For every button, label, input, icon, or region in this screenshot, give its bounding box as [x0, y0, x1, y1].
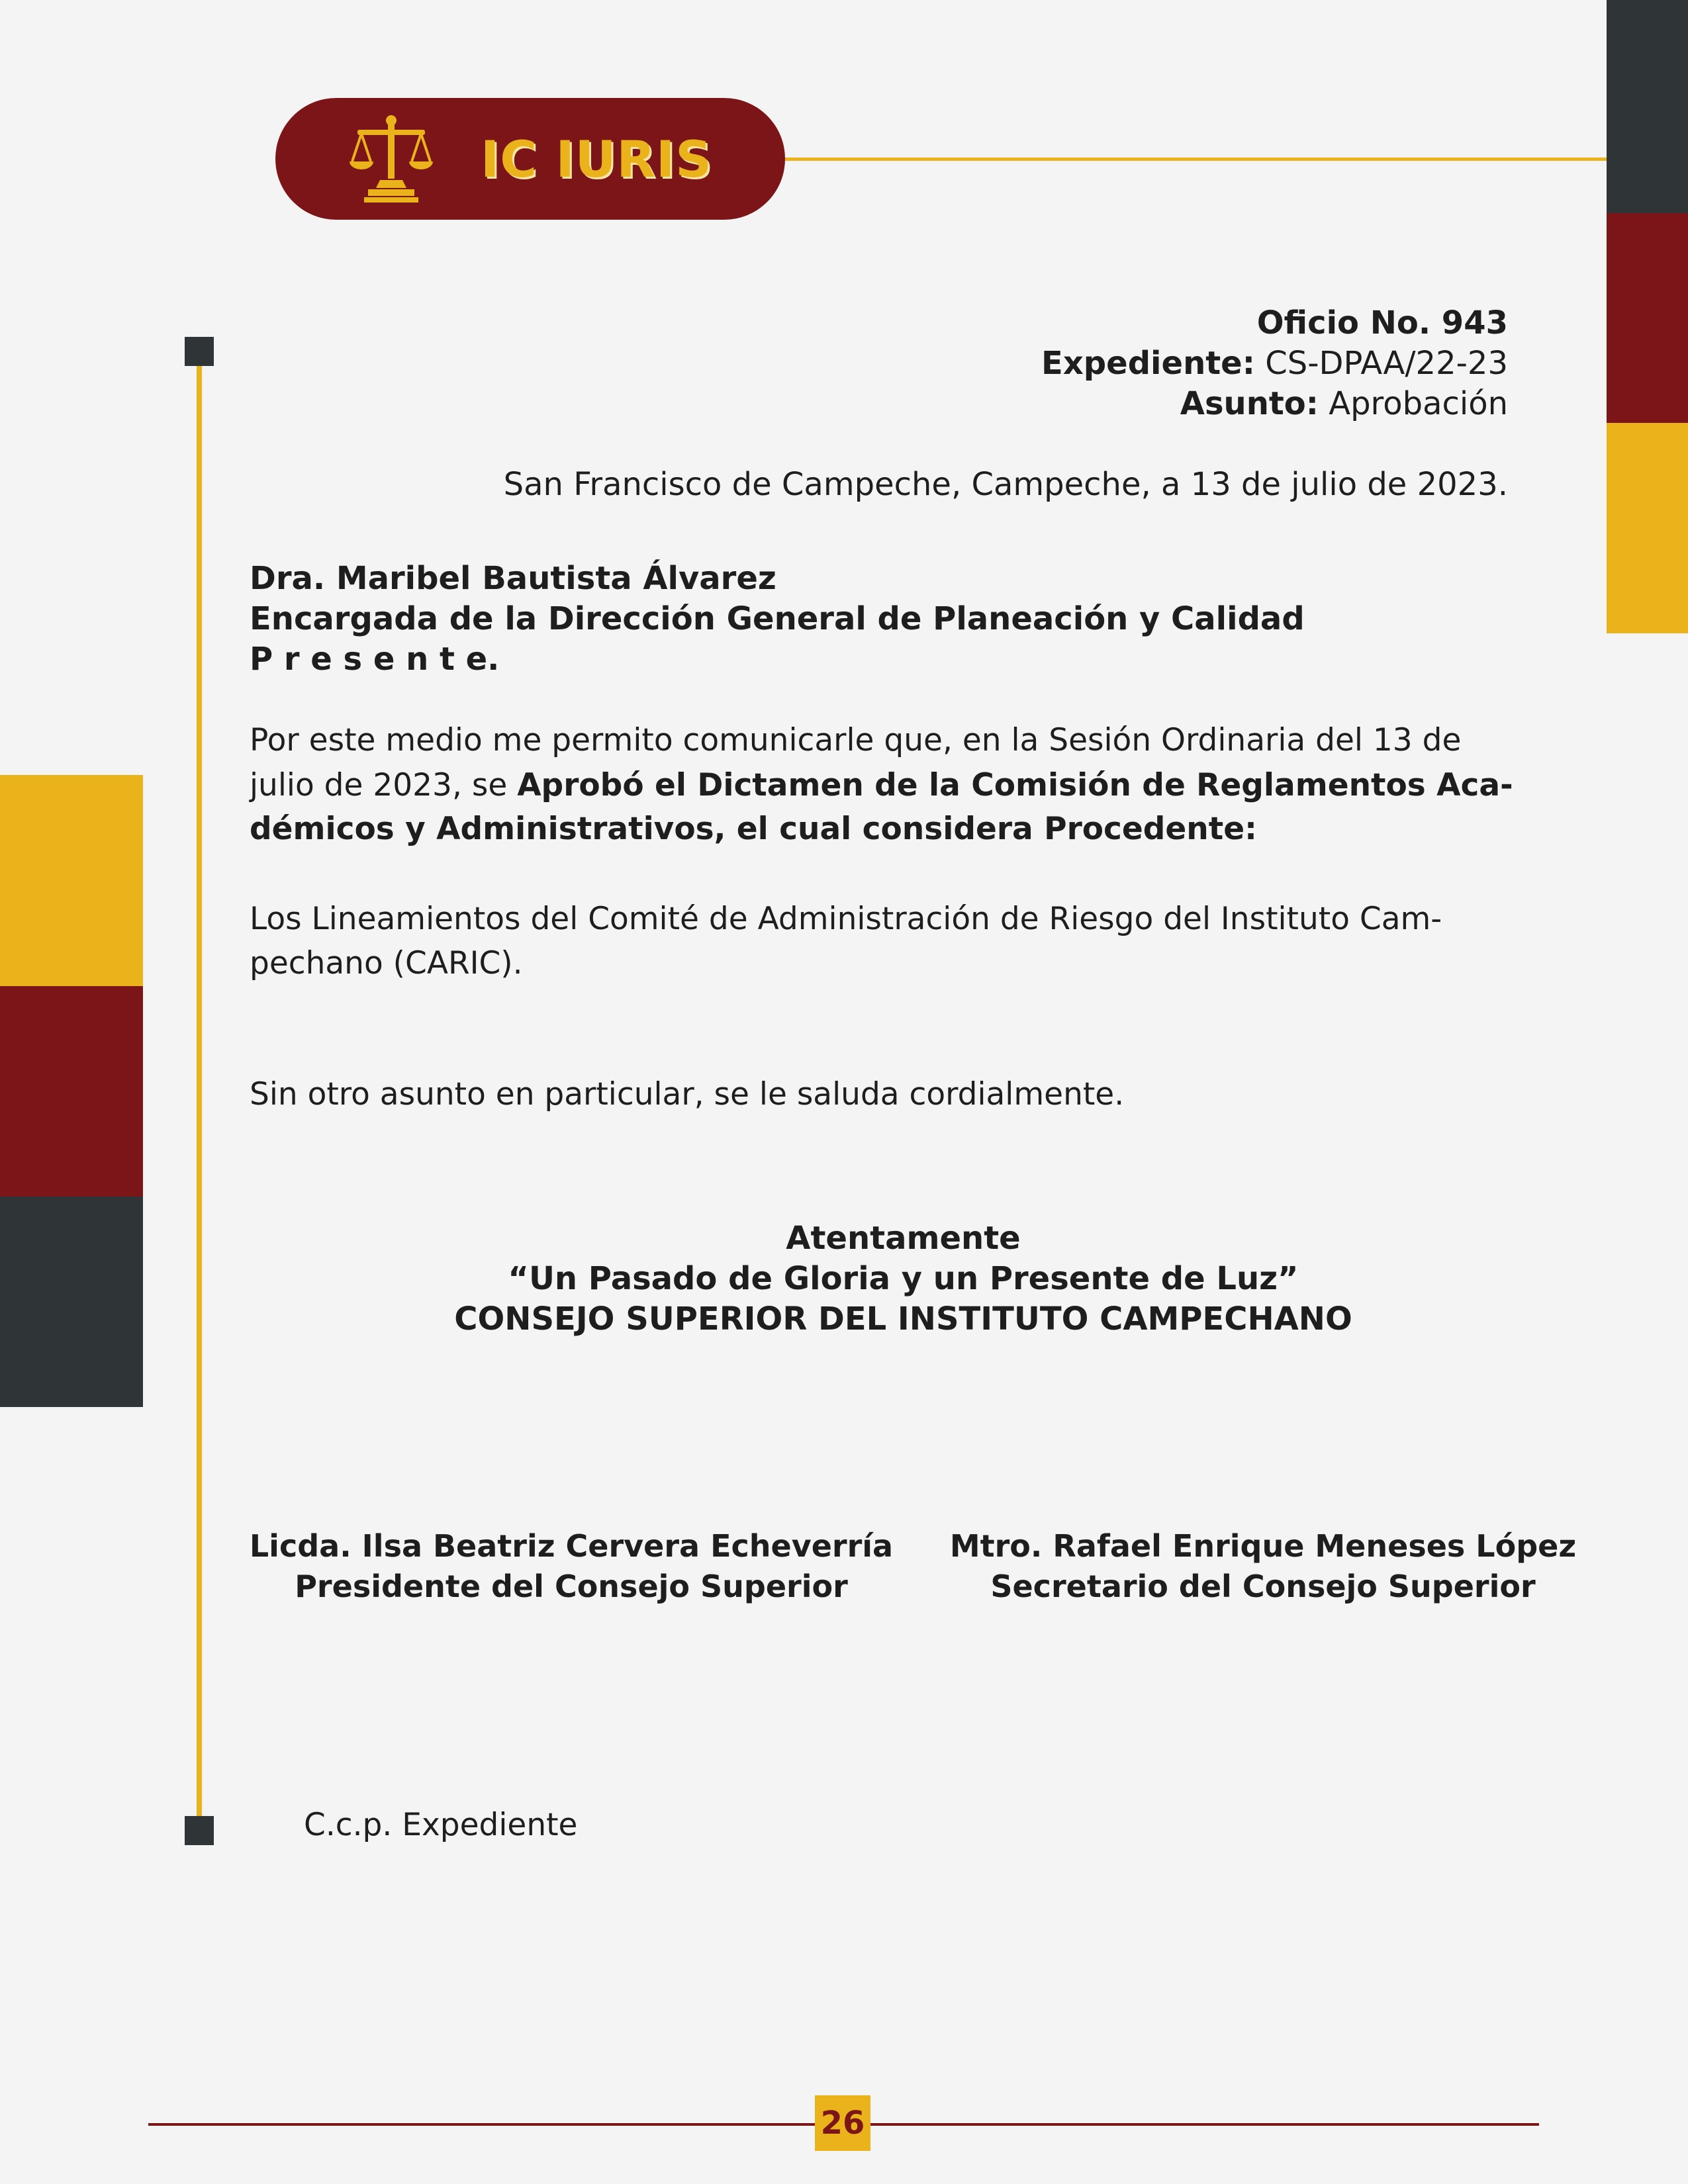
- body-paragraph-2-line-1: Los Lineamientos del Comité de Administración de Riesgo del Instituto Cam-: [250, 901, 1442, 937]
- signatory-1-name: Licda. Ilsa Beatriz Cervera Echeverría: [249, 1528, 894, 1564]
- asunto-value: Aprobación: [1329, 385, 1508, 422]
- ccp-note: C.c.p. Expediente: [304, 1807, 578, 1843]
- right-bar-dark: [1607, 0, 1688, 213]
- asunto-line: [1180, 384, 1508, 424]
- recipient-name: Dra. Maribel Bautista Álvarez: [250, 560, 776, 597]
- page-number: 26: [815, 2095, 870, 2151]
- timeline-marker-bottom: [185, 1816, 214, 1845]
- timeline-line: [197, 365, 202, 1829]
- signatory-1-role: Presidente del Consejo Superior: [295, 1569, 848, 1604]
- expediente-label: Expediente:: [1041, 345, 1255, 382]
- header-rule: [785, 158, 1607, 161]
- expediente-line: [1041, 343, 1508, 384]
- motto: “Un Pasado de Gloria y un Presente de Luz”: [508, 1260, 1299, 1297]
- expediente-value: CS-DPAA/22-23: [1265, 345, 1508, 382]
- right-bar-maroon: [1607, 213, 1688, 423]
- left-bar-gold: [0, 775, 143, 986]
- body-paragraph-2-line-2: pechano (CARIC).: [250, 945, 523, 981]
- footer-rule-left: [148, 2123, 815, 2126]
- oficio-number: Oficio No. 943: [1256, 304, 1508, 341]
- institution: CONSEJO SUPERIOR DEL INSTITUTO CAMPECHANO: [454, 1300, 1352, 1338]
- signatory-2-role: Secretario del Consejo Superior: [990, 1569, 1536, 1604]
- left-bar-maroon: [0, 986, 143, 1197]
- presente-text: P r e s e n t e.: [250, 641, 500, 678]
- body-text-normal: julio de 2023, se: [250, 767, 518, 803]
- left-bar-dark: [0, 1197, 143, 1407]
- place-date: San Francisco de Campeche, Campeche, a 13 de julio de 2023.: [503, 466, 1508, 503]
- brand-title: IC IURIS: [481, 130, 713, 189]
- timeline-marker-top: [185, 337, 214, 366]
- closing-line: Sin otro asunto en particular, se le saluda cordialmente.: [250, 1076, 1125, 1113]
- footer-rule-right: [870, 2123, 1539, 2126]
- body-paragraph-1-line-1: Por este medio me permito comunicarle que, en la Sesión Ordinaria del 13 de: [250, 722, 1462, 758]
- atentamente: Atentamente: [786, 1220, 1021, 1257]
- asunto-label: Asunto:: [1180, 385, 1319, 422]
- right-bar-gold: [1607, 423, 1688, 633]
- body-paragraph-1-line-2: [250, 765, 1513, 805]
- scales-of-justice-icon: [348, 111, 434, 204]
- header-badge: [275, 98, 785, 220]
- body-text-bold: Aprobó el Dictamen de la Comisión de Reglamentos Aca-: [517, 767, 1513, 803]
- recipient-position: Encargada de la Dirección General de Planeación y Calidad: [250, 600, 1305, 637]
- signatory-2-name: Mtro. Rafael Enrique Meneses López: [949, 1528, 1577, 1564]
- body-paragraph-1-line-3: démicos y Administrativos, el cual considera Procedente:: [250, 811, 1257, 847]
